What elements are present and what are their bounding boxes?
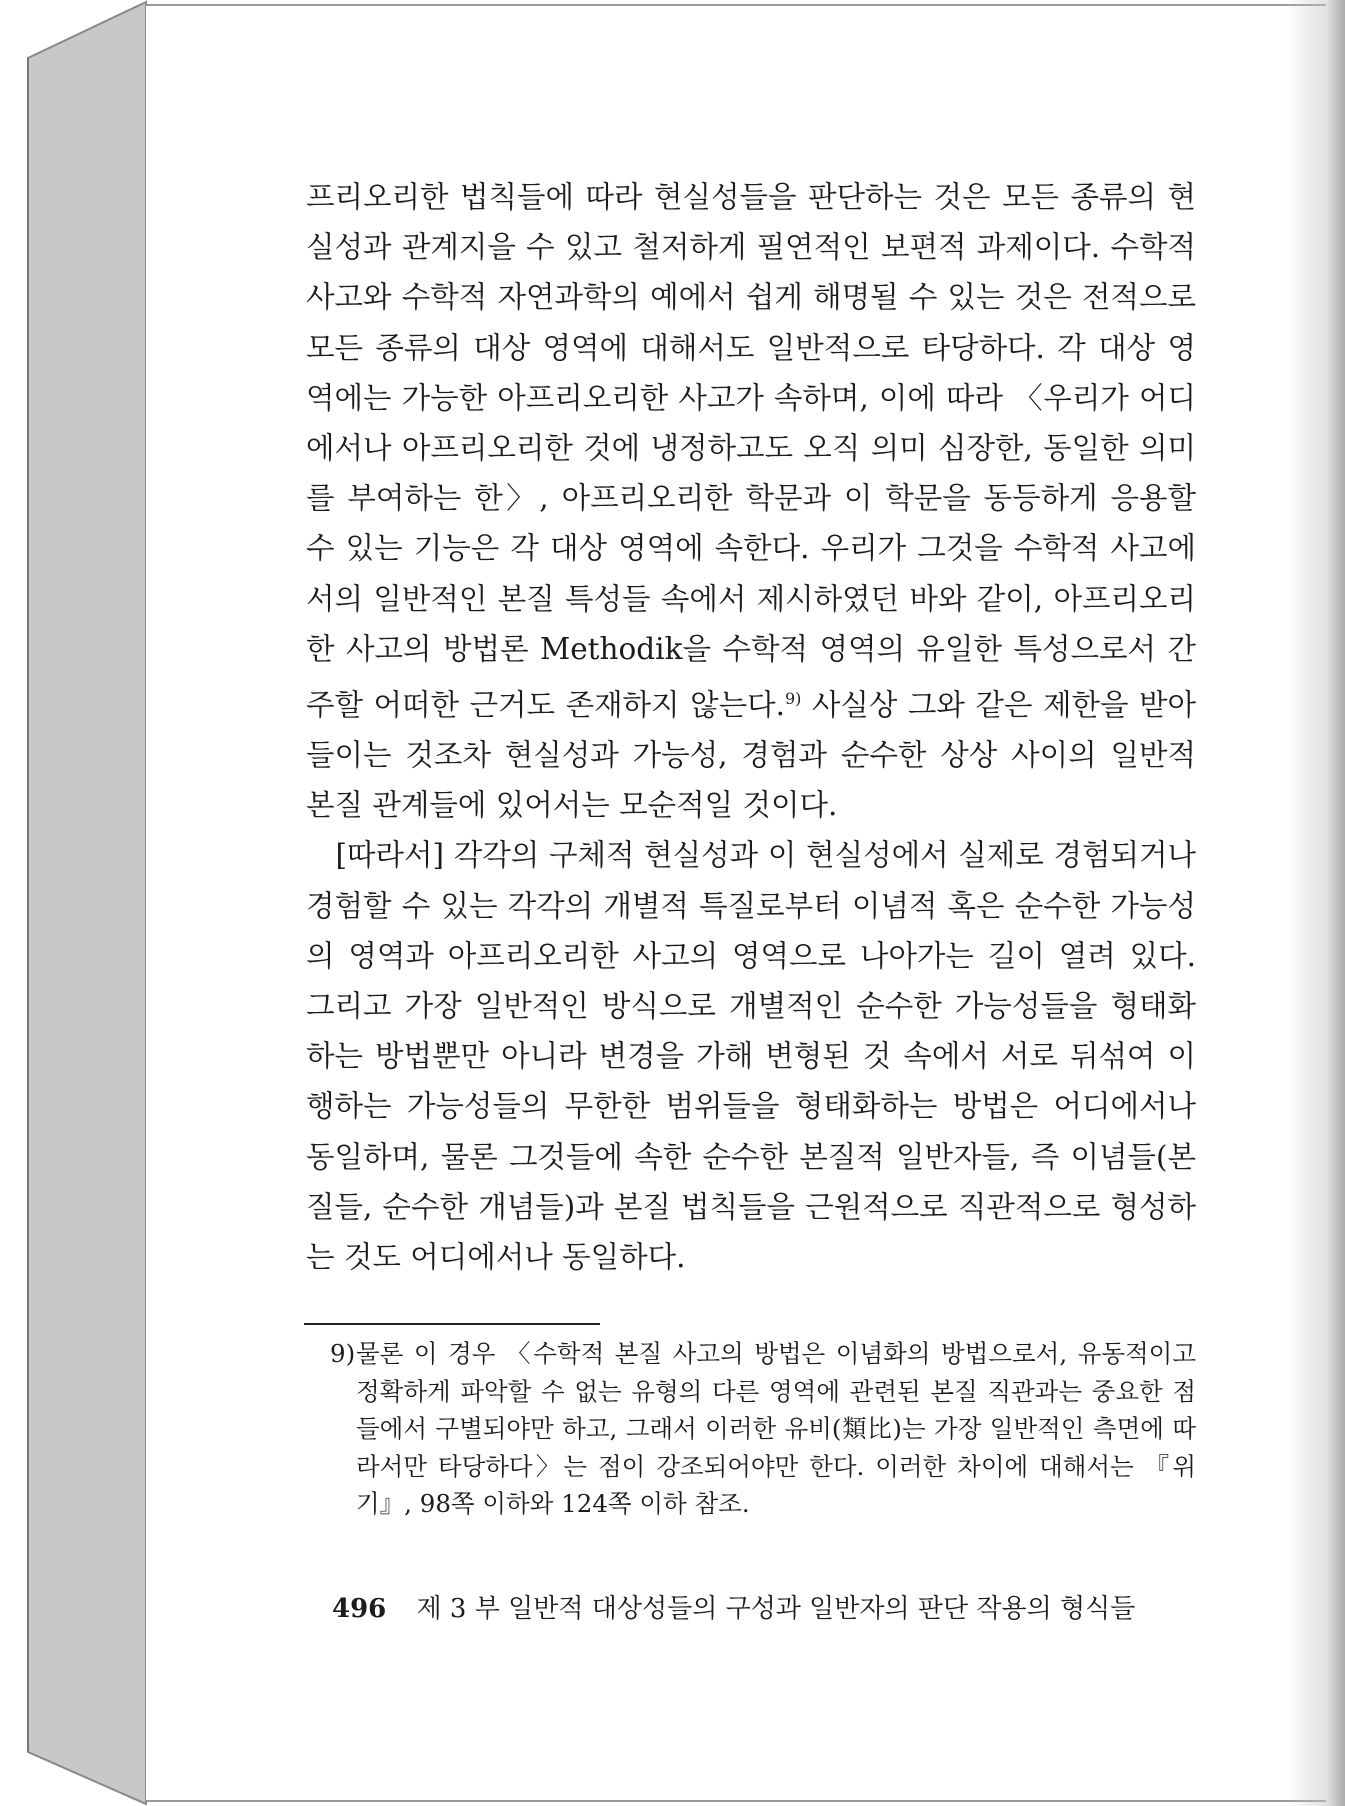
- running-footer: [332, 1588, 1212, 1625]
- book-spine: [0, 0, 160, 1806]
- paragraph-1: 프리오리한 법칙들에 따라 현실성들을 판단하는 것은 모든 종류의 현실성과 관계지을 수 있고 철저하게 필연적인 보편적 과제이다. 수학적 사고와 수학적 자연과학의 예에서 쉽게 해명될 수 있는 것은 전적으로 모든 종류의 대상 영역에 대해서도 일반적으로 타당하다. 각 대상 영역에는 가능한 아프리오리한 사고가 속하며, 이에 따라 〈우리가 어디에서나 아프리오리한 것에 냉정하고도 오직 의미 심장한, 동일한 의미를 부여하는 한〉, 아프리오리한 학문과 이 학문을 동등하게 응용할 수 있는 기능은 각 대상 영역에 속한다. 우리가 그것을 수학적 사고에서의 일반적인 본질 특성들 속에서 제시하였던 바와 같이, 아프리오리한 사고의 방법론 Methodik을 수학적 영역의 유일한 특성으로서 간주할 어떠한 근거도 존재하지 않는다.$^{9)}$ 사실상 그와 같은 제한을 받아들이는 것조차 현실성과 가능성, 경험과 순수한 상상 사이의 일반적 본질 관계들에 있어서는 모순적일 것이다.: [306, 180, 1196, 823]
- footnote-ref: 9): [784, 689, 802, 709]
- footnote-divider: [304, 1323, 600, 1325]
- running-title: 제 3 부 일반적 대상성들의 구성과 일반자의 판단 작용의 형식들: [416, 1594, 1136, 1624]
- footnote-number: 9): [330, 1339, 356, 1368]
- page-edge-shadow: [1285, 0, 1345, 1806]
- footnote-text: 물론 이 경우 〈수학적 본질 사고의 방법은 이념화의 방법으로서, 유동적이고 정확하게 파악할 수 없는 유형의 다른 영역에 관련된 본질 직관과는 중요한 점들에서 구별되야만 하고, 그래서 이러한 유비(類比)는 가장 일반적인 측면에 따라서만 타당하다〉는 점이 강조되어야만 한다. 이러한 차이에 대해서는 『위기』, 98쪽 이하와 124쪽 이하 참조.: [356, 1339, 1196, 1519]
- page-number: 496: [332, 1594, 387, 1624]
- body-text: [306, 172, 1196, 1282]
- paragraph-2: [따라서] 각각의 구체적 현실성과 이 현실성에서 실제로 경험되거나 경험할 수 있는 각각의 개별적 특질로부터 이념적 혹은 순수한 가능성의 영역과 아프리오리한 사고의 영역으로 나아가는 길이 열려 있다. 그리고 가장 일반적인 방식으로 개별적인 순수한 가능성들을 형태화하는 방법뿐만 아니라 변경을 가해 변형된 것 속에서 서로 뒤섞여 이행하는 가능성들의 무한한 범위들을 형태화하는 방법은 어디에서나 동일하며, 물론 그것들에 속한 순수한 본질적 일반자들, 즉 이념들(본질들, 순수한 개념들)과 본질 법칙들을 근원적으로 직관적으로 형성하는 것도 어디에서나 동일하다.: [306, 838, 1196, 1275]
- footnote: [330, 1335, 1196, 1523]
